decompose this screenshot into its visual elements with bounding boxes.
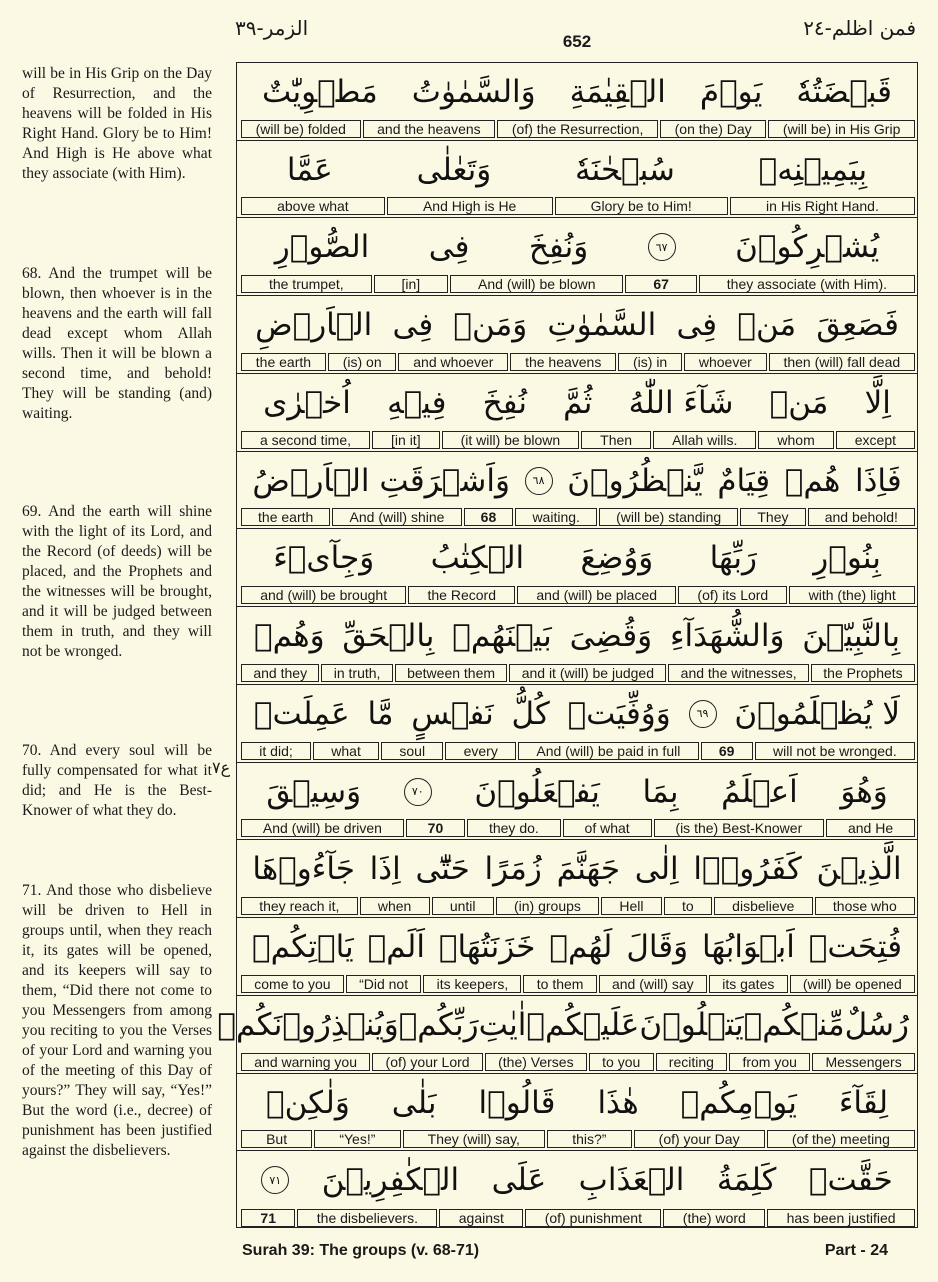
gloss-cell: (of) its Lord (678, 586, 787, 604)
arabic-word: وَالسَّمٰوٰتُ (411, 74, 536, 110)
gloss-cell: every (445, 742, 516, 760)
arabic-line (237, 296, 917, 354)
gloss-cell: and He (826, 819, 915, 837)
gloss-cell: (will) be opened (790, 975, 915, 993)
gloss-line (239, 586, 915, 604)
gloss-cell: above what (241, 197, 385, 215)
arabic-word: بَيۡنَهُمۡ (452, 618, 552, 655)
gloss-cell: (will be) standing (599, 508, 738, 526)
gloss-cell: whoever (684, 353, 767, 371)
arabic-word: هُمۡ (784, 462, 841, 499)
arabic-word: وَنُفِخَ (528, 229, 589, 266)
gloss-cell: has been justified (767, 1209, 915, 1227)
verse-row (237, 296, 917, 374)
arabic-word: فِيۡهِ (387, 384, 447, 421)
arabic-word: فُتِحَتۡ (808, 929, 903, 966)
gloss-line (239, 742, 915, 760)
arabic-line (237, 141, 917, 199)
juz-name-arabic: فمن اظلم-٢٤ (803, 16, 916, 40)
gloss-cell: the heavens (510, 353, 616, 371)
arabic-word: بِالنَّبِيّٖنَ (802, 618, 901, 655)
footer-part: Part - 24 (824, 1242, 888, 1259)
gloss-cell: But (241, 1130, 312, 1148)
gloss-cell: whom (758, 431, 833, 449)
translation-paragraph: 71. And those who disbelieve will be driven to Hell in groups until, when they reach it, its gates will be opened, and its keepers will say to them, “Did there not come to you Messengers from among you reciting to you the Verses of your Lord and warning you of the meeting of this Day of yours?” They will say, “Yes!” But the word (i.e., decree) of punishment has been justified against the disbelievers. (22, 882, 212, 1159)
gloss-cell: in His Right Hand. (730, 197, 915, 215)
gloss-cell: and the witnesses, (668, 664, 809, 682)
arabic-word: وَوُضِعَ (580, 540, 654, 577)
gloss-line (239, 664, 915, 682)
gloss-cell: the earth (241, 508, 330, 526)
gloss-cell: to them (523, 975, 596, 993)
gloss-cell: Glory be to Him! (555, 197, 728, 215)
arabic-word: يَاۡتِكُمۡ (252, 929, 354, 966)
gloss-cell: and (will) be brought (241, 586, 406, 604)
arabic-word: الۡكِتٰبُ (430, 540, 525, 577)
arabic-word: شَآءَ اللّٰهُ (628, 384, 734, 421)
arabic-word: مَطۡوِيّٰتٌ (262, 74, 378, 110)
translation-paragraph: will be in His Grip on the Day of Resurrection, and the heavens will be folded in His Right Hand. Glory be to Him! And High is He above what they associate (with Him). (22, 65, 212, 182)
gloss-cell: (it will) be blown (442, 431, 580, 449)
verse-row (237, 607, 917, 685)
arabic-word: وَمَنۡ (453, 307, 528, 344)
gloss-cell: And (will) shine (332, 508, 461, 526)
arabic-word: عَلَى (491, 1162, 547, 1199)
arabic-word: نُفِخَ (482, 384, 527, 421)
arabic-line (237, 374, 917, 432)
arabic-line (237, 685, 917, 743)
verse-row (237, 840, 917, 918)
gloss-cell: and whoever (398, 353, 508, 371)
arabic-line (237, 918, 917, 976)
gloss-cell: the Record (408, 586, 515, 604)
arabic-word: اُخۡرٰى (263, 384, 351, 421)
gloss-cell: and they (241, 664, 319, 682)
gloss-cell: (of) punishment (525, 1209, 661, 1227)
gloss-line (239, 819, 915, 837)
arabic-word: جَآءُوۡهَا (252, 851, 355, 888)
gloss-cell: They (740, 508, 805, 526)
verse-row (237, 63, 917, 141)
gloss-cell: in truth, (321, 664, 392, 682)
arabic-word: اَبۡوَابُهَا (702, 929, 795, 966)
arabic-line (237, 452, 917, 510)
arabic-word: بِمَا (642, 773, 679, 810)
arabic-word: اَعۡلَمُ (721, 773, 798, 810)
arabic-word: الصُّوۡرِ (274, 229, 370, 266)
arabic-word: وَالشُّهَدَآءِ (669, 618, 785, 655)
arabic-word: اِذَا (369, 851, 401, 888)
gloss-cell: they associate (with Him). (699, 275, 915, 293)
arabic-word: وَهُمۡ (254, 618, 325, 655)
gloss-cell: “Did not (346, 975, 422, 993)
gloss-cell: And (will) be paid in full (518, 742, 699, 760)
surah-name-arabic: الزمر-٣٩ (235, 16, 309, 40)
arabic-word: يَوۡمَ (699, 74, 763, 110)
arabic-word: الۡقِيٰمَةِ (569, 74, 666, 110)
gloss-cell: (of) the Resurrection, (497, 120, 658, 138)
verse-number-gloss: 70 (406, 819, 465, 837)
arabic-word: وَاَشۡرَقَتِ الۡاَرۡضُ (252, 462, 510, 499)
arabic-word: حَقَّتۡ (808, 1162, 893, 1199)
gloss-cell: and the heavens (363, 120, 496, 138)
arabic-word: حَتّٰٓى (415, 851, 470, 888)
arabic-word: عَمَّا (286, 151, 333, 188)
gloss-cell: with (the) light (789, 586, 915, 604)
verse-number-mark: ٦٨ (525, 467, 553, 495)
gloss-cell: then (will) fall dead (769, 353, 915, 371)
gloss-cell: a second time, (241, 431, 370, 449)
translation-paragraph: 68. And the trumpet will be blown, then whoever is in the heavens and the earth will fall dead except whom Allah wills. Then it will be blown a second time, and behold! They will be standing (and) waiting. (22, 265, 212, 422)
arabic-word: كَلِمَةُ (716, 1162, 777, 1199)
arabic-word: وَلٰكِنۡ (266, 1084, 350, 1121)
arabic-word: عَلَيۡكُمۡ (526, 1006, 640, 1043)
gloss-cell: And High is He (387, 197, 553, 215)
arabic-line (237, 63, 917, 121)
gloss-line (239, 1209, 915, 1227)
gloss-cell: reciting (656, 1053, 728, 1071)
gloss-line (239, 197, 915, 215)
arabic-line (237, 763, 917, 821)
gloss-cell: the disbelievers. (297, 1209, 437, 1227)
verse-number-gloss: 71 (241, 1209, 295, 1227)
gloss-cell: from you (729, 1053, 810, 1071)
gloss-line (239, 275, 915, 293)
gloss-cell: and it (will) be judged (509, 664, 666, 682)
arabic-word: فَاِذَا (855, 462, 902, 499)
arabic-word: مَنۡ (737, 307, 797, 344)
verse-row (237, 1074, 917, 1152)
gloss-cell: (is the) Best-Knower (654, 819, 825, 837)
arabic-word: يَّنۡظُرُوۡنَ (567, 462, 703, 499)
arabic-word: السَّمٰوٰتِ (547, 307, 657, 344)
arabic-word: هٰذَا (597, 1084, 639, 1121)
arabic-word: بَلٰى (391, 1084, 437, 1121)
gloss-cell: will not be wronged. (755, 742, 915, 760)
arabic-word: بِيَمِيۡنِهٖ (758, 151, 868, 188)
gloss-cell: (is) in (618, 353, 682, 371)
arabic-word: اِلٰى (634, 851, 679, 888)
arabic-word: وَتَعٰلٰى (416, 151, 492, 188)
gloss-cell: (of) your Day (634, 1130, 765, 1148)
gloss-cell: They (will) say, (403, 1130, 546, 1148)
arabic-word: يَفۡعَلُوۡنَ (474, 773, 600, 810)
gloss-line (239, 975, 915, 993)
gloss-cell: those who (815, 897, 915, 915)
gloss-cell: (will be) folded (241, 120, 361, 138)
verse-row (237, 218, 917, 296)
gloss-cell: (of) your Lord (372, 1053, 483, 1071)
gloss-cell: Then (581, 431, 651, 449)
arabic-word: الۡعَذَابِ (578, 1162, 685, 1199)
arabic-word: رَبِّكُمۡ (398, 1006, 479, 1043)
verse-row (237, 763, 917, 841)
gloss-cell: the trumpet, (241, 275, 372, 293)
gloss-cell: Hell (601, 897, 662, 915)
arabic-word: وَقُضِىَ (569, 618, 653, 655)
gloss-cell: soul (381, 742, 443, 760)
arabic-word: فَصَعِقَ (816, 307, 899, 344)
translation-paragraph: 70. And every soul will be fully compensated for what it did; and He is the Best-Knower of what they do. (22, 742, 212, 819)
gloss-cell: it did; (241, 742, 311, 760)
gloss-cell: and behold! (808, 508, 915, 526)
arabic-word: يُشۡرِكُوۡنَ (735, 229, 880, 266)
gloss-cell: (on the) Day (660, 120, 766, 138)
gloss-line (239, 897, 915, 915)
arabic-line (237, 529, 917, 587)
translation-paragraph: 69. And the earth will shine with the light of its Lord, and the Record (of deeds) will be placed, and the Prophets and the witnesses will be brought, and it will be judged between them in truth, and they will not be wronged. (22, 503, 212, 660)
ruku-mark: ع٧ (212, 758, 231, 777)
gloss-cell: (the) Verses (485, 1053, 587, 1071)
page-number: 652 (562, 32, 592, 51)
gloss-cell: what (313, 742, 379, 760)
verse-row (237, 1151, 917, 1229)
gloss-cell: its keepers, (423, 975, 521, 993)
arabic-word: لَا يُظۡلَمُوۡنَ (734, 695, 901, 732)
gloss-cell: they reach it, (241, 897, 358, 915)
arabic-word: اٰيٰتِ (478, 1006, 527, 1043)
arabic-word: وَهُوَ (840, 773, 888, 810)
gloss-cell: and warning you (241, 1053, 370, 1071)
arabic-word: فِى (676, 307, 718, 344)
arabic-line (237, 840, 917, 898)
gloss-cell: waiting. (515, 508, 597, 526)
gloss-cell: between them (395, 664, 508, 682)
gloss-cell: and (will) say (599, 975, 707, 993)
arabic-line (237, 1151, 917, 1209)
verse-number-mark: ٦٧ (648, 233, 676, 261)
gloss-cell: disbelieve (714, 897, 813, 915)
arabic-word: اِلَّا (864, 384, 891, 421)
arabic-word: لَهُمۡ (549, 929, 613, 966)
arabic-word: وَوُفِّيَتۡ (567, 695, 671, 732)
arabic-word: مَّا (367, 695, 394, 732)
gloss-cell: come to you (241, 975, 344, 993)
verse-number-mark: ٦٩ (689, 700, 717, 728)
arabic-line (237, 1074, 917, 1132)
gloss-cell: (will be) in His Grip (768, 120, 915, 138)
arabic-word: وَجِآىۡءَ (273, 540, 375, 577)
verse-number-mark: ٧٠ (404, 778, 432, 806)
arabic-word: كَفَرُوۡۤا (693, 851, 802, 888)
arabic-word: يَوۡمِكُمۡ (680, 1084, 797, 1121)
gloss-cell: its gates (709, 975, 788, 993)
arabic-word: كُلُّ (511, 695, 550, 732)
arabic-line (237, 218, 917, 276)
arabic-word: قَبۡضَتُهٗ (796, 74, 892, 110)
arabic-word: رَبِّهَا (709, 540, 757, 577)
arabic-word: وَسِيۡقَ (266, 773, 362, 810)
arabic-word: مِّنۡكُمۡ (743, 1006, 845, 1043)
arabic-line (237, 607, 917, 665)
arabic-word: الۡكٰفِرِيۡنَ (321, 1162, 460, 1199)
arabic-word: زُمَرًا (484, 851, 542, 888)
gloss-cell: against (439, 1209, 523, 1227)
verse-row (237, 918, 917, 996)
arabic-word: قِيَامٌ (717, 462, 771, 499)
verse-row (237, 141, 917, 219)
arabic-line (217, 996, 917, 1054)
footer-surah-info: Surah 39: The groups (v. 68-71) (242, 1242, 480, 1259)
gloss-cell: except (836, 431, 915, 449)
gloss-cell: (is) on (328, 353, 397, 371)
arabic-word: خَزَنَتُهَاۤ (438, 929, 536, 966)
verse-number-gloss: 68 (464, 508, 514, 526)
verse-row (237, 685, 917, 763)
arabic-word: لِقَآءَ (838, 1084, 889, 1121)
verse-row (217, 996, 917, 1074)
arabic-word: بِالۡحَقِّ (342, 618, 435, 655)
gloss-line (239, 1053, 915, 1071)
arabic-word: قَالُوۡا (478, 1084, 556, 1121)
gloss-cell: Allah wills. (653, 431, 756, 449)
arabic-word: يَتۡلُوۡنَ (639, 1006, 744, 1043)
verse-number-gloss: 69 (701, 742, 753, 760)
gloss-cell: until (432, 897, 494, 915)
gloss-line (239, 508, 915, 526)
gloss-cell: the Prophets (811, 664, 915, 682)
verse-number-gloss: 67 (625, 275, 696, 293)
arabic-word: عَمِلَتۡ (253, 695, 350, 732)
verse-row (237, 529, 917, 607)
gloss-line (239, 120, 915, 138)
gloss-cell: and (will) be placed (517, 586, 676, 604)
verse-number-mark: ٧١ (261, 1166, 289, 1194)
gloss-line (239, 1130, 915, 1148)
gloss-cell: (the) word (663, 1209, 765, 1227)
gloss-cell: to you (589, 1053, 654, 1071)
gloss-cell: of what (563, 819, 652, 837)
gloss-cell: And (will) be driven (241, 819, 404, 837)
gloss-cell: “Yes!” (314, 1130, 400, 1148)
gloss-cell: Messengers (812, 1053, 915, 1071)
arabic-word: بِنُوۡرِ (813, 540, 881, 577)
arabic-word: اَلَمۡ (367, 929, 425, 966)
gloss-cell: [in it] (372, 431, 440, 449)
gloss-cell: (in) groups (496, 897, 599, 915)
arabic-word: سُبۡحٰنَهٗ (574, 151, 675, 188)
gloss-line (239, 353, 915, 371)
arabic-word: رُسُلٌ (844, 1006, 909, 1043)
gloss-cell: (of the) meeting (767, 1130, 915, 1148)
gloss-cell: when (360, 897, 430, 915)
arabic-word: الَّذِيۡنَ (816, 851, 902, 888)
verse-row (237, 374, 917, 452)
arabic-word: مَنۡ (769, 384, 829, 421)
arabic-word: جَهَنَّمَ (556, 851, 621, 888)
gloss-cell: [in] (374, 275, 449, 293)
arabic-word: ثُمَّ (563, 384, 593, 421)
gloss-cell: the earth (241, 353, 326, 371)
arabic-word: فِى (392, 307, 434, 344)
arabic-word: الۡاَرۡضِ (255, 307, 373, 344)
gloss-cell: to (664, 897, 712, 915)
gloss-line (239, 431, 915, 449)
arabic-word: نَفۡسٍ (411, 695, 494, 732)
gloss-cell: they do. (467, 819, 561, 837)
arabic-word: وَيُنۡذِرُوۡنَكُمۡ (217, 1006, 399, 1043)
arabic-word: وَقَالَ (626, 929, 689, 966)
gloss-cell: this?” (547, 1130, 631, 1148)
arabic-word: فِى (428, 229, 470, 266)
verse-row (237, 452, 917, 530)
gloss-cell: And (will) be blown (450, 275, 623, 293)
